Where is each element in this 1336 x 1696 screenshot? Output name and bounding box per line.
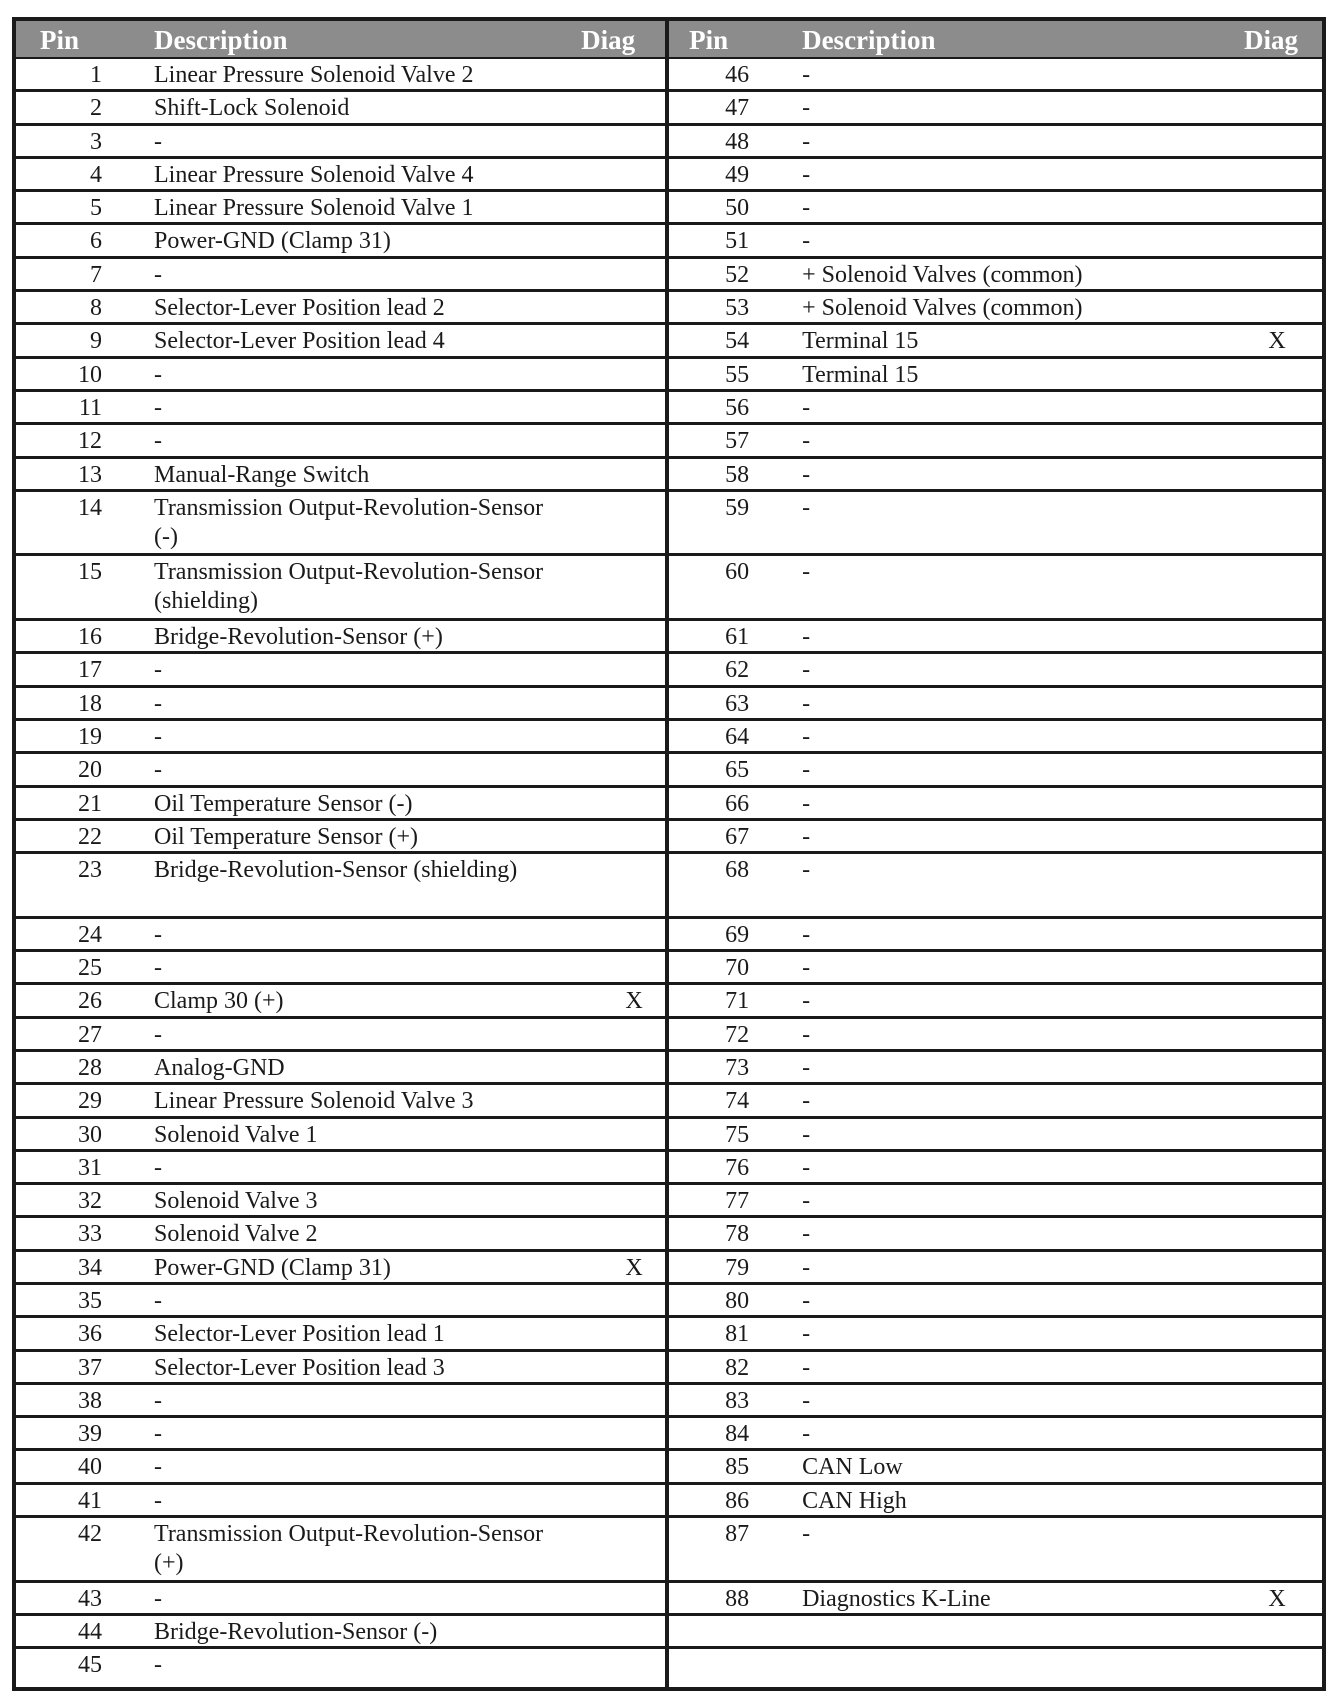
pin-cell: 19 [78,723,102,750]
header-row [16,21,665,59]
pin-assignment-table [12,17,1326,1691]
description-cell: - [802,1054,811,1081]
table-row [669,1019,1322,1052]
pin-cell: 77 [725,1188,750,1215]
pin-cell: 31 [78,1154,102,1181]
description-cell: Selector-Lever Position lead 1 [154,1321,445,1348]
description-cell: - [802,461,811,488]
pin-cell: 33 [78,1221,102,1248]
description-cell: Linear Pressure Solenoid Valve 1 [154,195,474,222]
pin-cell: 72 [725,1021,750,1048]
description-cell: - [802,1021,811,1048]
pin-cell: 87 [725,1521,750,1548]
pin-cell: 88 [725,1585,750,1612]
empty-row [669,1616,1322,1687]
description-cell: - [802,128,811,155]
description-cell: - [802,790,811,817]
table-row [16,492,665,557]
table-row [669,1285,1322,1318]
description-cell: Solenoid Valve 1 [154,1121,318,1148]
table-row [669,754,1322,787]
pin-cell: 37 [78,1354,102,1381]
pin-cell: 82 [725,1354,750,1381]
header-pin: Pin [689,25,729,55]
table-row [669,1583,1322,1616]
diag-cell: X [625,1254,643,1281]
table-row [669,919,1322,952]
description-cell: Clamp 30 (+) [154,988,284,1015]
description-cell: - [154,690,162,717]
table-row [16,1218,665,1251]
table-row [16,1352,665,1385]
description-cell: - [154,1585,162,1612]
description-cell: - [802,955,811,982]
pin-cell: 49 [725,161,750,188]
table-row [16,1119,665,1152]
table-row [16,621,665,654]
description-cell: - [802,228,811,255]
table-row [16,1052,665,1085]
description-cell: Power-GND (Clamp 31) [154,228,391,255]
pin-cell: 52 [725,261,750,288]
pin-cell: 30 [78,1121,102,1148]
table-row [16,1418,665,1451]
pin-cell: 12 [78,428,102,455]
table-row [16,392,665,425]
table-row [16,1649,665,1682]
pin-cell: 69 [725,921,750,948]
description-cell: + Solenoid Valves (common) [802,261,1083,288]
table-row [669,854,1322,919]
description-cell: Transmission Output-Revolution-Sensor (shielding) [154,559,544,615]
pin-cell: 80 [725,1287,750,1314]
pin-cell: 62 [725,657,750,684]
table-row [669,192,1322,225]
description-cell: Manual-Range Switch [154,461,370,488]
header-diag: Diag [581,25,636,55]
description-cell: Solenoid Valve 3 [154,1188,318,1215]
pin-cell: 3 [90,128,102,155]
description-cell: - [154,1021,162,1048]
table-row [669,952,1322,985]
description-cell: - [802,195,811,222]
pin-cell: 28 [78,1054,102,1081]
description-cell: - [154,921,162,948]
description-cell: - [802,1354,811,1381]
pin-cell: 68 [725,857,750,884]
pin-cell: 59 [725,494,750,521]
table-row [669,225,1322,258]
rows-left [16,59,665,1687]
description-cell: - [154,361,162,388]
description-cell: Diagnostics K-Line [802,1585,991,1612]
description-cell: - [154,1421,162,1448]
empty-row-divider [669,1646,1322,1649]
table-row [16,1019,665,1052]
table-row [16,1518,665,1583]
description-cell: - [154,128,162,155]
table-row [669,159,1322,192]
description-cell: Selector-Lever Position lead 3 [154,1354,445,1381]
pin-cell: 34 [78,1254,102,1281]
description-cell: Selector-Lever Position lead 2 [154,295,445,322]
description-cell: Linear Pressure Solenoid Valve 4 [154,161,474,188]
pin-cell: 63 [725,690,750,717]
description-cell: - [802,657,811,684]
header-row [669,21,1322,59]
pin-cell: 85 [725,1454,750,1481]
table-row [669,425,1322,458]
description-cell: Transmission Output-Revolution-Sensor (-) [154,494,544,550]
description-cell: CAN High [802,1487,907,1514]
pin-cell: 7 [90,261,102,288]
pin-cell: 67 [725,823,750,850]
description-cell: - [154,723,162,750]
table-row [669,1385,1322,1418]
header-diag: Diag [1244,25,1298,55]
table-row [16,192,665,225]
table-row [669,259,1322,292]
pin-cell: 86 [725,1487,750,1514]
table-row [669,1418,1322,1451]
pin-cell: 15 [78,559,102,586]
pin-cell: 83 [725,1387,750,1414]
pin-cell: 65 [725,757,750,784]
description-cell: - [802,95,811,122]
pin-cell: 66 [725,790,750,817]
table-row [16,359,665,392]
pin-cell: 50 [725,195,750,222]
table-row [16,985,665,1018]
table-row [16,952,665,985]
pin-cell: 14 [78,494,102,521]
table-row [16,654,665,687]
pin-cell: 32 [78,1188,102,1215]
pin-cell: 81 [725,1321,750,1348]
description-cell: - [802,1121,811,1148]
description-cell: - [802,690,811,717]
description-cell: - [802,723,811,750]
pin-cell: 56 [725,394,750,421]
table-row [669,1152,1322,1185]
pin-cell: 27 [78,1021,102,1048]
pin-cell: 76 [725,1154,750,1181]
table-row [16,1616,665,1649]
description-cell: - [802,1521,811,1548]
description-cell: - [802,161,811,188]
pin-cell: 75 [725,1121,750,1148]
table-row [16,788,665,821]
pin-cell: 11 [78,394,102,421]
table-row [669,1119,1322,1152]
pin-cell: 46 [725,62,750,88]
table-row [16,292,665,325]
table-row [16,59,665,92]
pin-cell: 9 [90,328,102,355]
table-row [669,556,1322,621]
pin-cell: 10 [78,361,102,388]
table-row [16,1318,665,1351]
pin-cell: 36 [78,1321,102,1348]
description-cell: Selector-Lever Position lead 4 [154,328,445,355]
table-row [669,325,1322,358]
description-cell: - [154,955,162,982]
pin-cell: 40 [78,1454,102,1481]
pin-cell: 42 [78,1521,102,1548]
description-cell: - [154,1487,162,1514]
pin-cell: 35 [78,1287,102,1314]
table-row [669,788,1322,821]
table-row [16,1085,665,1118]
pin-cell: 60 [725,559,750,586]
pin-cell: 73 [725,1054,750,1081]
description-cell: - [154,657,162,684]
description-cell: + Solenoid Valves (common) [802,295,1083,322]
table-row [669,821,1322,854]
table-row [16,556,665,621]
table-row [16,721,665,754]
diag-cell: X [1268,1585,1286,1612]
table-row [669,985,1322,1018]
pin-cell: 22 [78,823,102,850]
description-cell: - [802,62,811,88]
pin-cell: 64 [725,723,750,750]
pin-cell: 1 [90,62,102,88]
table-row [16,1152,665,1185]
pin-cell: 70 [725,955,750,982]
table-row [669,59,1322,92]
table-row [669,1252,1322,1285]
table-row [16,1583,665,1616]
description-cell: - [802,857,811,884]
table-row [16,1451,665,1484]
description-cell: - [802,428,811,455]
table-row [669,1218,1322,1251]
pin-cell: 44 [78,1618,102,1645]
table-row [669,1318,1322,1351]
table-row [669,1485,1322,1518]
pin-cell: 71 [725,988,750,1015]
pin-cell: 55 [725,361,750,388]
pin-cell: 5 [90,195,102,222]
pin-cell: 4 [90,161,102,188]
pin-cell: 2 [90,95,102,122]
pin-cell: 74 [725,1088,750,1115]
table-row [16,1285,665,1318]
description-cell: Shift-Lock Solenoid [154,95,350,122]
description-cell: - [802,1321,811,1348]
description-cell: - [802,559,811,586]
description-cell: - [154,428,162,455]
table-row [669,1352,1322,1385]
description-cell: Analog-GND [154,1054,285,1081]
pin-cell: 57 [725,428,750,455]
table-row [16,754,665,787]
pin-cell: 16 [78,624,102,651]
description-cell: Power-GND (Clamp 31) [154,1254,391,1281]
description-cell: - [802,624,811,651]
diag-cell: X [1268,328,1286,355]
description-cell: - [154,757,162,784]
pin-cell: 78 [725,1221,750,1248]
table-row [16,325,665,358]
description-cell: CAN Low [802,1454,903,1481]
pin-cell: 13 [78,461,102,488]
description-cell: - [802,1188,811,1215]
description-cell: - [154,1154,162,1181]
description-cell: Oil Temperature Sensor (-) [154,790,413,817]
table-row [669,92,1322,125]
table-row [669,721,1322,754]
description-cell: Bridge-Revolution-Sensor (-) [154,1618,438,1645]
description-cell: - [802,1421,811,1448]
description-cell: - [802,1154,811,1181]
description-cell: - [154,1652,162,1679]
table-column-left [16,21,669,1687]
table-row [16,459,665,492]
table-row [669,392,1322,425]
description-cell: Solenoid Valve 2 [154,1221,318,1248]
pin-cell: 24 [78,921,102,948]
table-row [669,492,1322,557]
description-cell: - [802,1254,811,1281]
table-row [16,1385,665,1418]
table-row [669,621,1322,654]
description-cell: - [802,823,811,850]
table-row [16,1252,665,1285]
pin-cell: 84 [725,1421,750,1448]
description-cell: - [154,1454,162,1481]
table-row [16,259,665,292]
description-cell: Terminal 15 [802,361,919,388]
description-cell: - [802,1387,811,1414]
pin-cell: 25 [78,955,102,982]
pin-cell: 53 [725,295,750,322]
pin-cell: 23 [78,857,102,884]
table-row [669,359,1322,392]
table-row [669,459,1322,492]
pin-cell: 47 [725,95,750,122]
table-column-right [669,21,1322,1687]
pin-cell: 8 [90,295,102,322]
table-row [16,425,665,458]
pin-cell: 17 [78,657,102,684]
pin-cell: 45 [78,1652,102,1679]
table-row [669,1085,1322,1118]
description-cell: - [802,394,811,421]
description-cell: - [802,988,811,1015]
pin-cell: 20 [78,757,102,784]
pin-cell: 38 [78,1387,102,1414]
pin-cell: 79 [725,1254,750,1281]
diag-cell: X [625,988,643,1015]
pin-cell: 6 [90,228,102,255]
description-cell: - [802,921,811,948]
pin-cell: 58 [725,461,750,488]
table-row [16,821,665,854]
table-row [16,919,665,952]
table-row [16,1485,665,1518]
table-row [669,126,1322,159]
pin-cell: 41 [78,1487,102,1514]
pin-cell: 21 [78,790,102,817]
table-row [16,126,665,159]
description-cell: - [154,1287,162,1314]
table-row [16,854,665,919]
pin-cell: 51 [725,228,750,255]
table-row [669,1451,1322,1484]
description-cell: - [802,1221,811,1248]
description-cell: - [154,1387,162,1414]
header-pin: Pin [40,25,80,55]
header-description: Description [154,25,288,55]
description-cell: - [802,1088,811,1115]
description-cell: Linear Pressure Solenoid Valve 3 [154,1088,474,1115]
description-cell: Transmission Output-Revolution-Sensor (+) [154,1521,544,1577]
table-row [669,1518,1322,1583]
description-cell: - [154,394,162,421]
table-row [669,1052,1322,1085]
pin-cell: 39 [78,1421,102,1448]
description-cell: Oil Temperature Sensor (+) [154,823,418,850]
description-cell: Bridge-Revolution-Sensor (+) [154,624,443,651]
pin-cell: 54 [725,328,750,355]
description-cell: - [802,494,811,521]
pin-cell: 48 [725,128,750,155]
table-row [669,1185,1322,1218]
pin-cell: 61 [725,624,750,651]
header-description: Description [802,25,936,55]
pin-cell: 26 [78,988,102,1015]
description-cell: Linear Pressure Solenoid Valve 2 [154,62,474,88]
table-row [669,654,1322,687]
pin-cell: 29 [78,1088,102,1115]
description-cell: Bridge-Revolution-Sensor (shielding) [154,857,518,884]
table-row [16,225,665,258]
table-row [669,688,1322,721]
table-row [16,1185,665,1218]
table-row [16,688,665,721]
table-row [16,159,665,192]
description-cell: Terminal 15 [802,328,919,355]
pin-cell: 43 [78,1585,102,1612]
table-row [16,92,665,125]
description-cell: - [802,757,811,784]
description-cell: - [154,261,162,288]
rows-right [669,59,1322,1687]
description-cell: - [802,1287,811,1314]
pin-cell: 18 [78,690,102,717]
table-row [669,292,1322,325]
